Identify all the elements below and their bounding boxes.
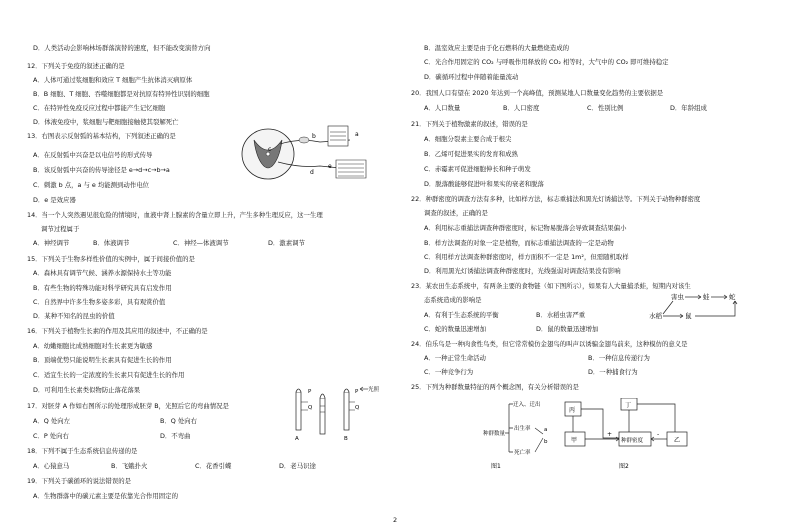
q23-option-c: C．蛇的数量迅速增加 [424, 325, 486, 333]
reflex-arc-figure [240, 124, 380, 188]
q15-option-d: D．某种不知名的昆虫的价值 [33, 312, 115, 320]
q16-option-b: B．顶端优势只能说明生长素具有促进生长的作用 [33, 356, 172, 364]
coleoptile-figure [292, 380, 392, 446]
fig2-bing: 丙 [569, 407, 576, 414]
q17-option-c: C．P 处向右 [33, 432, 69, 440]
q14-stem: 14．当一个人突然遇见很危险的情境时，血液中肾上腺素的含量立即上升，产生多种生理反应，这一生理 [27, 211, 323, 219]
q14-option-a: A．神经调节 [33, 239, 70, 247]
q23-option-a: A．有利于生态系统的平衡 [424, 311, 499, 319]
q13-option-d: D．e 是效应器 [33, 196, 76, 204]
food-web-frog: 蛙 [703, 293, 710, 301]
fig-label-p-b: P [355, 389, 359, 395]
q15-option-b: B．有些生物的特殊功能对科学研究具有启发作用 [33, 284, 172, 292]
q24-option-a: A．一种正常生命活动 [424, 354, 486, 362]
q17-option-d: D．不弯曲 [160, 432, 191, 440]
q22-option-c: C．利用样方法调查种群密度时，样方面积不一定是 1m²，但需随机取样 [424, 253, 629, 261]
fig1-caption: 图1 [491, 463, 501, 470]
food-web-figure [649, 288, 767, 324]
population-figure-2 [563, 398, 693, 470]
q16-option-d: D．可利用生长素类似物防止落花落果 [33, 386, 141, 394]
fig-label-q-b: Q [355, 405, 360, 411]
fig1-death-rate: 死亡率 [514, 450, 531, 456]
food-web-mouse: 鼠 [685, 312, 692, 320]
q21-option-d: D．脱落酸能够促进叶和果实的衰老和脱落 [424, 180, 544, 188]
fig1-label-b: b [544, 439, 548, 445]
q18-option-c: C．花香引蝶 [195, 462, 232, 470]
q14-option-b: B．体液调节 [93, 239, 130, 247]
q23-stem: 23．某农田生态系统中，有两条主要的食物链（如下图所示），如果有人大量捕杀蛙，短期内对该生 [411, 282, 691, 290]
fig-label-a: A [295, 436, 299, 442]
q13-stem: 13．右图表示反射弧的基本结构，下列叙述正确的是 [27, 132, 176, 140]
q18-option-d: D．老马识途 [279, 462, 316, 470]
fig-label-b: B [344, 436, 348, 442]
q16-stem: 16．下列关于植物生长素的作用及其应用的叙述中，不正确的是 [27, 327, 208, 335]
q12-option-b: B．B 细胞、T 细胞、吞噬细胞都是对抗原有特异性识别的细胞 [33, 90, 210, 98]
q22-option-a: A．利用标志重捕法调查种群密度时，标记物易脱落会导致调查结果偏小 [424, 224, 627, 232]
fig-label-b: b [312, 133, 316, 140]
q24-stem: 24．伯乐鸟是一种肉食性鸟类，但它常常模仿金翅鸟的叫声以诱骗金翅鸟前来，这种模仿的意义是 [411, 340, 688, 348]
q17-option-b: B．Q 处向右 [160, 417, 198, 425]
q22-stem-cont: 调查的叙述，正确的是 [424, 209, 488, 217]
q23-option-b: B．水稻虫害严重 [536, 311, 586, 319]
q12-option-a: A．人体可通过浆细胞和效应 T 细胞产生抗体消灭病原体 [33, 76, 193, 84]
q18-option-a: A．心猿意马 [33, 462, 70, 470]
fig-label-d: d [310, 169, 314, 176]
fig2-yi: 乙 [674, 437, 681, 444]
q11-option-d: D．人类活动会影响林场群落演替的速度，但不能改变演替方向 [33, 44, 211, 52]
population-figure-1 [483, 398, 555, 470]
q15-option-a: A．森林具有调节气候、涵养水源保持水土等功能 [33, 269, 172, 277]
q24-option-b: B．一种信息传递行为 [588, 354, 650, 362]
q20-option-c: C．性别比例 [587, 104, 624, 112]
q13-option-b: B．该反射弧中兴奋的传导途径是 e→d→c→b→a [33, 166, 170, 174]
q16-option-c: C．适宜生长的一定浓度的生长素只有促进生长的作用 [33, 371, 185, 379]
fig1-migration: 迁入、迁出 [513, 402, 541, 408]
fig-label-a: a [355, 131, 359, 138]
fig-label-e: e [328, 163, 332, 170]
q22-option-b: B．样方法调查的对象一定是植物，而标志重捕法调查的一定是动物 [424, 239, 614, 247]
q25-stem: 25．下列为种群数量特征的两个概念图，有关分析错误的是 [411, 383, 579, 391]
q23-option-d: D．鼠的数量迅速增加 [536, 325, 599, 333]
fig1-population-size: 种群数量 [483, 431, 506, 437]
q12-option-d: D．体液免疫中，浆细胞与靶细胞接触使其裂解死亡 [33, 118, 179, 126]
fig2-plus: + [607, 431, 613, 438]
q19-stem: 19．下列关于碳循环的说法错误的是 [27, 477, 131, 485]
page-number: 2 [393, 516, 398, 524]
food-web-pest: 害虫 [671, 293, 684, 301]
fig-label-p-a: P [308, 389, 312, 395]
q21-option-c: C．赤霉素可促进细胞伸长和种子萌发 [424, 165, 531, 173]
q23-stem-cont: 态系统造成的影响是 [424, 296, 482, 304]
food-web-rice: 水稻 [649, 312, 662, 320]
q24-option-d: D．一种捕食行为 [588, 368, 638, 376]
q15-option-c: C．自然界中许多生物多姿多彩，具有观赏价值 [33, 298, 166, 306]
q14-option-d: D．激素调节 [268, 239, 305, 247]
q14-stem-cont: 调节过程属于 [41, 225, 80, 233]
q18-option-b: B．飞蛾扑火 [111, 462, 148, 470]
q19-option-a: A．生物群落中的碳元素主要是依靠光合作用固定的 [33, 492, 178, 500]
q13-option-c: C．刺激 b 点，a 与 e 均能测到动作电位 [33, 181, 149, 189]
fig2-caption: 图2 [619, 463, 629, 470]
q22-option-d: D．利用黑光灯诱捕法调查种群密度时，光线强弱对调查结果没有影响 [424, 267, 621, 275]
q20-option-d: D．年龄组成 [670, 104, 707, 112]
fig2-jia: 甲 [571, 437, 578, 444]
fig-label-q-a: Q [308, 405, 313, 411]
q20-option-a: A．人口数量 [424, 104, 461, 112]
fig-label-light: 光照 [368, 387, 380, 393]
q21-stem: 21．下列关于植物激素的叙述，错误的是 [411, 120, 528, 128]
q17-stem: 17．对胚芽 A 作如右图所示的处理形成胚芽 B，光照后它的弯曲情况是 [27, 402, 229, 410]
q15-stem: 15．下列关于生物多样性价值的实例中，属于间接价值的是 [27, 255, 195, 263]
q19-option-c: C．光合作用固定的 CO₂ 与呼吸作用释放的 CO₂ 相等时，大气中的 CO₂ 即可维持稳定 [424, 58, 669, 66]
q21-option-b: B．乙烯可促进果实的发育和成熟 [424, 150, 518, 158]
fig-label-c: c [268, 146, 272, 153]
q19-option-b: B．温室效应主要是由于化石燃料的大量燃烧造成的 [424, 44, 569, 52]
fig2-density: 种群密度 [621, 438, 644, 444]
q24-option-c: C．一种竞争行为 [424, 368, 474, 376]
q12-stem: 12．下列关于免疫的叙述正确的是 [27, 62, 125, 70]
fig1-label-a: a [544, 427, 548, 433]
q22-stem: 22．种群密度的调查方法有多种，比如样方法，标志重捕法和黑光灯诱捕法等。下列关于动物种群密度 [411, 195, 701, 203]
q20-stem: 20．我国人口有望在 2020 年达到一个高峰值，预测某地人口数量变化趋势的主要依据是 [411, 89, 664, 97]
q18-stem: 18．下列不属于生态系统信息传递的是 [27, 447, 138, 455]
q21-option-a: A．细胞分裂素主要合成于根尖 [424, 135, 512, 143]
q17-option-a: A．Q 处向左 [33, 417, 70, 425]
q13-option-a: A．在反射弧中兴奋是以电信号的形式传导 [33, 151, 153, 159]
q14-option-c: C．神经—体液调节 [173, 239, 229, 247]
food-web-snake: 蛇 [729, 293, 736, 301]
fig2-ding: 丁 [625, 402, 632, 409]
q19-option-d: D．碳循环过程中伴随着能量流动 [424, 73, 519, 81]
fig2-minus: - [657, 431, 660, 438]
fig1-birth-rate: 出生率 [514, 426, 531, 432]
q16-option-a: A．幼嫩细胞比成熟细胞对生长素更为敏感 [33, 342, 153, 350]
q12-option-c: C．在特异性免疫反应过程中都能产生记忆细胞 [33, 104, 166, 112]
q20-option-b: B．人口密度 [503, 104, 540, 112]
